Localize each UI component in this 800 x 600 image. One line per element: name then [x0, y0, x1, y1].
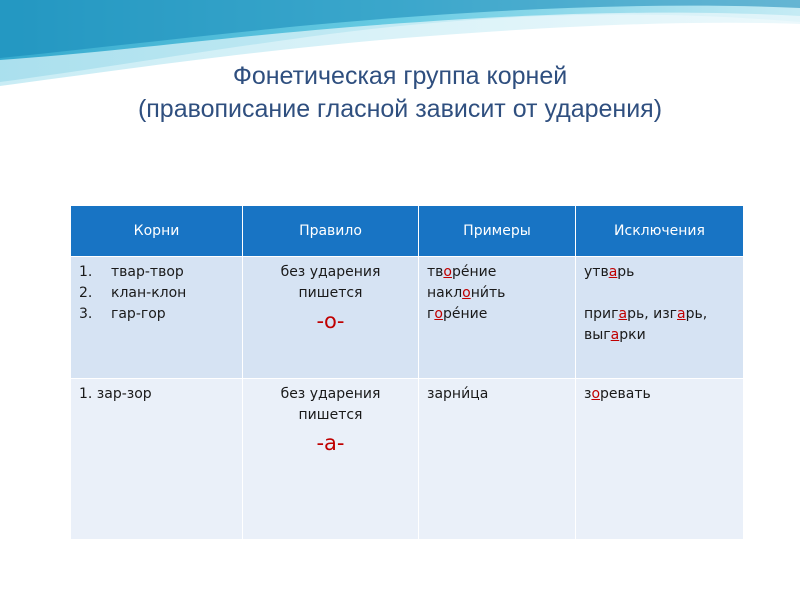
exceptions-cell [576, 257, 744, 379]
exception-word: зоревать [584, 386, 651, 402]
rule-line-2: пишется [298, 285, 363, 301]
exception-words-line: пригарь, изгарь, [584, 306, 708, 322]
title-line-1: Фонетическая группа корней [232, 62, 568, 90]
rule-vowel: -а- [316, 431, 345, 455]
list-item: 2. клан-клон [79, 285, 187, 301]
examples-cell: зарни́ца [419, 379, 576, 540]
example-word: наклони́ть [427, 285, 506, 301]
rule-vowel: -о- [316, 309, 345, 333]
header-exceptions: Исключения [576, 206, 744, 257]
roots-cell: 1. зар-зор [71, 379, 243, 540]
title-line-2: (правописание гласной зависит от ударения) [137, 95, 663, 123]
header-rule: Правило [243, 206, 419, 257]
example-word: горе́ние [427, 306, 488, 322]
rule-line-1: без ударения [280, 386, 381, 402]
rule-line-1: без ударения [280, 264, 381, 280]
header-roots: Корни [71, 206, 243, 257]
exception-word: утварь [584, 264, 635, 280]
rule-cell [243, 379, 419, 540]
header-examples: Примеры [419, 206, 576, 257]
table-row [71, 379, 744, 540]
list-item: 1. твар-твор [79, 264, 184, 280]
examples-cell [419, 257, 576, 379]
exception-word: выгарки [584, 327, 646, 343]
roots-list [79, 262, 234, 325]
roots-cell [71, 257, 243, 379]
rule-line-2: пишется [298, 407, 363, 423]
table-header-row [71, 206, 744, 257]
list-item: 3. гар-гор [79, 306, 166, 322]
example-word: творе́ние [427, 264, 497, 280]
exceptions-cell [576, 379, 744, 540]
roots-table [70, 205, 744, 540]
slide-title [40, 60, 760, 126]
rule-cell [243, 257, 419, 379]
table-row [71, 257, 744, 379]
